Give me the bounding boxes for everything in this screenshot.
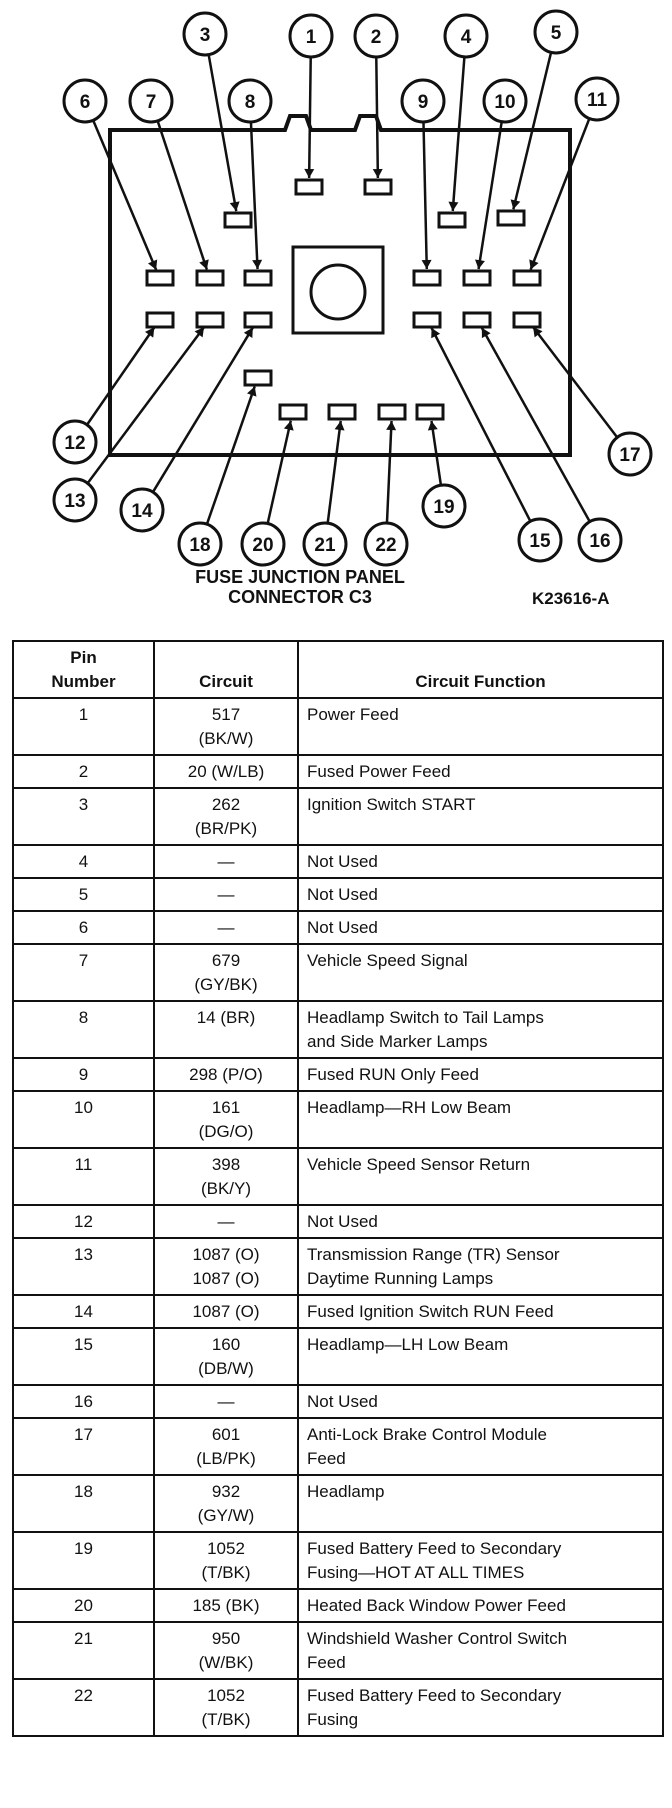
pin-number-cell: 12 xyxy=(13,1205,154,1238)
callout-label-22: 22 xyxy=(375,535,397,556)
callout-label-16: 16 xyxy=(589,531,611,552)
table-row xyxy=(13,1622,663,1679)
callout-label-18: 18 xyxy=(189,535,211,556)
pin-table xyxy=(12,640,664,1737)
function-line: Feed xyxy=(307,1653,346,1672)
circuit-function-cell xyxy=(298,944,663,1001)
circuit-line: 1087 (O) xyxy=(192,1302,260,1321)
function-line: Not Used xyxy=(307,1392,378,1411)
pin-number-cell: 2 xyxy=(13,755,154,788)
circuit-line: 161 xyxy=(211,1098,241,1117)
callout-label-10: 10 xyxy=(494,92,516,113)
table-row xyxy=(13,1238,663,1295)
pin-cavity-18 xyxy=(245,371,271,385)
pin-cavity-10 xyxy=(464,271,490,285)
leader-arrow-20 xyxy=(284,421,294,431)
pin-table-header xyxy=(13,641,663,698)
header-circuit-function: Circuit Function xyxy=(298,641,663,698)
leader-line-13 xyxy=(88,327,204,483)
circuit-line: 20 (W/LB) xyxy=(187,762,265,781)
pin-number-cell: 7 xyxy=(13,944,154,1001)
title-line-1: FUSE JUNCTION PANEL xyxy=(195,567,405,587)
figure-id: K23616-A xyxy=(532,589,610,608)
header-circuit: Circuit xyxy=(154,641,298,698)
circuit-line: 185 (BK) xyxy=(192,1596,260,1615)
pin-number-cell: 4 xyxy=(13,845,154,878)
pin-cavity-15 xyxy=(414,313,440,327)
circuit-function-cell xyxy=(298,1058,663,1091)
pin-cavity-11 xyxy=(514,271,540,285)
circuit-line: 1087 (O) xyxy=(192,1245,260,1264)
function-line: Headlamp Switch to Tail Lamps xyxy=(307,1008,544,1027)
circuit-line: 1052 xyxy=(207,1686,245,1705)
table-row xyxy=(13,1385,663,1418)
function-line: Headlamp—RH Low Beam xyxy=(307,1098,512,1117)
pin-number-cell: 13 xyxy=(13,1238,154,1295)
function-line: Not Used xyxy=(307,885,378,904)
leader-line-6 xyxy=(93,120,156,269)
circuit-cell xyxy=(154,845,298,878)
circuit-function-cell xyxy=(298,1622,663,1679)
circuit-line: (DG/O) xyxy=(198,1122,254,1141)
leader-arrow-22 xyxy=(386,421,396,430)
pin-cavity-6 xyxy=(147,271,173,285)
leader-arrow-5 xyxy=(511,199,521,209)
table-row xyxy=(13,1295,663,1328)
circuit-line: (DB/W) xyxy=(198,1359,254,1378)
header-pin-line: Number xyxy=(51,672,116,691)
circuit-line: (LB/PK) xyxy=(196,1449,256,1468)
leader-line-3 xyxy=(209,55,237,211)
center-post-hole xyxy=(311,265,365,319)
pin-cavity-3 xyxy=(225,213,251,227)
circuit-cell xyxy=(154,1238,298,1295)
circuit-cell xyxy=(154,1418,298,1475)
circuit-line: 950 xyxy=(211,1629,241,1648)
circuit-line: 298 (P/O) xyxy=(189,1065,263,1084)
pin-cavity-8 xyxy=(245,271,271,285)
pin-cavity-2 xyxy=(365,180,391,194)
table-row xyxy=(13,755,663,788)
circuit-cell xyxy=(154,1622,298,1679)
pin-cavity-21 xyxy=(329,405,355,419)
function-line: Not Used xyxy=(307,1212,378,1231)
table-row xyxy=(13,1091,663,1148)
pin-number-cell: 18 xyxy=(13,1475,154,1532)
function-line: Transmission Range (TR) Sensor xyxy=(307,1245,560,1264)
callout-label-17: 17 xyxy=(619,445,641,466)
function-line: and Side Marker Lamps xyxy=(307,1032,488,1051)
pin-cavity-22 xyxy=(379,405,405,419)
circuit-line: (GY/BK) xyxy=(194,975,258,994)
header-pin-number xyxy=(13,641,154,698)
circuit-line: (T/BK) xyxy=(201,1710,251,1729)
pin-number-cell: 17 xyxy=(13,1418,154,1475)
circuit-function-cell xyxy=(298,1532,663,1589)
table-row xyxy=(13,878,663,911)
circuit-function-cell xyxy=(298,1205,663,1238)
circuit-line: (BR/PK) xyxy=(194,819,258,838)
table-row xyxy=(13,1001,663,1058)
pin-cavity-13 xyxy=(197,313,223,327)
circuit-line: (BK/Y) xyxy=(200,1179,252,1198)
function-line: Headlamp—LH Low Beam xyxy=(307,1335,509,1354)
leader-arrow-3 xyxy=(230,201,240,211)
table-row xyxy=(13,1532,663,1589)
pin-cavities xyxy=(147,180,540,419)
circuit-cell xyxy=(154,1589,298,1622)
circuit-cell xyxy=(154,1532,298,1589)
circuit-line: 1052 xyxy=(207,1539,245,1558)
circuit-line: — xyxy=(217,885,235,904)
table-row xyxy=(13,1148,663,1205)
circuit-cell xyxy=(154,1475,298,1532)
pin-cavity-19 xyxy=(417,405,443,419)
leader-line-10 xyxy=(479,122,502,269)
function-line: Vehicle Speed Sensor Return xyxy=(307,1155,531,1174)
pin-cavity-9 xyxy=(414,271,440,285)
circuit-cell xyxy=(154,944,298,1001)
leader-line-12 xyxy=(87,327,154,424)
circuit-line: — xyxy=(217,1212,235,1231)
function-line: Headlamp xyxy=(307,1482,385,1501)
callout-label-14: 14 xyxy=(131,501,153,522)
table-row xyxy=(13,944,663,1001)
function-line: Heated Back Window Power Feed xyxy=(307,1596,566,1615)
circuit-line: 398 xyxy=(211,1155,241,1174)
callout-label-7: 7 xyxy=(145,92,157,113)
circuit-cell xyxy=(154,788,298,845)
pin-number-cell: 14 xyxy=(13,1295,154,1328)
header-pin-line: Pin xyxy=(70,648,97,667)
pin-number-cell: 16 xyxy=(13,1385,154,1418)
circuit-function-cell xyxy=(298,1091,663,1148)
circuit-line: (GY/W) xyxy=(197,1506,255,1525)
circuit-function-cell xyxy=(298,1589,663,1622)
leader-line-16 xyxy=(482,328,590,522)
circuit-cell xyxy=(154,1148,298,1205)
circuit-line: 262 xyxy=(211,795,241,814)
pin-cavity-17 xyxy=(514,313,540,327)
circuit-function-cell xyxy=(298,1001,663,1058)
table-row xyxy=(13,698,663,755)
callout-label-6: 6 xyxy=(79,92,91,113)
table-row xyxy=(13,788,663,845)
function-line: Power Feed xyxy=(307,705,399,724)
table-row xyxy=(13,911,663,944)
circuit-line: 679 xyxy=(211,951,241,970)
pin-number-cell: 20 xyxy=(13,1589,154,1622)
circuit-function-cell xyxy=(298,878,663,911)
circuit-cell xyxy=(154,911,298,944)
callout-label-15: 15 xyxy=(529,531,551,552)
function-line: Not Used xyxy=(307,918,378,937)
circuit-line: (W/BK) xyxy=(198,1653,254,1672)
circuit-function-cell xyxy=(298,911,663,944)
callout-label-9: 9 xyxy=(417,92,429,113)
circuit-cell xyxy=(154,1295,298,1328)
pin-number-cell: 19 xyxy=(13,1532,154,1589)
callout-label-3: 3 xyxy=(199,25,211,46)
function-line: Anti-Lock Brake Control Module xyxy=(307,1425,548,1444)
leader-line-14 xyxy=(153,328,253,492)
callout-label-19: 19 xyxy=(433,497,455,518)
leader-arrow-2 xyxy=(373,169,383,178)
circuit-cell xyxy=(154,1385,298,1418)
function-line: Not Used xyxy=(307,852,378,871)
circuit-function-cell xyxy=(298,1238,663,1295)
title-line-2: CONNECTOR C3 xyxy=(228,587,372,607)
circuit-function-cell xyxy=(298,1385,663,1418)
leader-line-21 xyxy=(328,421,341,523)
table-row xyxy=(13,1328,663,1385)
circuit-line: 601 xyxy=(211,1425,241,1444)
callout-label-5: 5 xyxy=(550,23,562,44)
table-row xyxy=(13,1058,663,1091)
circuit-line: 160 xyxy=(211,1335,241,1354)
pin-number-cell: 21 xyxy=(13,1622,154,1679)
pin-cavity-1 xyxy=(296,180,322,194)
circuit-function-cell xyxy=(298,1679,663,1736)
circuit-line: (T/BK) xyxy=(201,1563,251,1582)
function-line: Ignition Switch START xyxy=(307,795,476,814)
circuit-line: 1087 (O) xyxy=(192,1269,260,1288)
circuit-cell xyxy=(154,1205,298,1238)
leader-line-1 xyxy=(309,57,311,178)
callout-label-4: 4 xyxy=(460,27,472,48)
circuit-function-cell xyxy=(298,788,663,845)
circuit-line: 517 xyxy=(211,705,241,724)
circuit-line: — xyxy=(217,918,235,937)
callout-label-20: 20 xyxy=(252,535,274,556)
leader-line-20 xyxy=(268,421,291,524)
leader-arrow-8 xyxy=(252,260,262,269)
leader-arrow-9 xyxy=(422,260,432,269)
table-row xyxy=(13,1475,663,1532)
circuit-cell xyxy=(154,878,298,911)
pin-number-cell: 9 xyxy=(13,1058,154,1091)
circuit-cell xyxy=(154,755,298,788)
circuit-function-cell xyxy=(298,698,663,755)
leader-line-8 xyxy=(251,122,258,269)
function-line: Fusing—HOT AT ALL TIMES xyxy=(307,1563,525,1582)
table-row xyxy=(13,1589,663,1622)
callout-label-2: 2 xyxy=(370,27,382,48)
leader-line-9 xyxy=(423,122,426,269)
pin-cavity-14 xyxy=(245,313,271,327)
circuit-line: — xyxy=(217,852,235,871)
circuit-cell xyxy=(154,1001,298,1058)
circuit-function-cell xyxy=(298,755,663,788)
leader-line-7 xyxy=(158,121,207,270)
pin-number-cell: 6 xyxy=(13,911,154,944)
callout-label-21: 21 xyxy=(314,535,336,556)
function-line: Fused RUN Only Feed xyxy=(307,1065,479,1084)
pin-cavity-16 xyxy=(464,313,490,327)
pin-number-cell: 10 xyxy=(13,1091,154,1148)
circuit-cell xyxy=(154,1328,298,1385)
diagram-title xyxy=(150,567,450,607)
pin-number-cell: 5 xyxy=(13,878,154,911)
leader-line-17 xyxy=(533,327,617,437)
pin-number-cell: 3 xyxy=(13,788,154,845)
circuit-function-cell xyxy=(298,1295,663,1328)
callout-label-8: 8 xyxy=(244,92,256,113)
circuit-function-cell xyxy=(298,845,663,878)
callout-label-11: 11 xyxy=(586,90,608,111)
circuit-function-cell xyxy=(298,1148,663,1205)
leader-arrow-1 xyxy=(304,169,314,178)
table-row xyxy=(13,845,663,878)
function-line: Fused Power Feed xyxy=(307,762,451,781)
callout-label-1: 1 xyxy=(305,27,317,48)
pin-number-cell: 22 xyxy=(13,1679,154,1736)
pin-cavity-5 xyxy=(498,211,524,225)
function-line: Windshield Washer Control Switch xyxy=(307,1629,568,1648)
circuit-line: 14 (BR) xyxy=(196,1008,256,1027)
function-line: Fused Ignition Switch RUN Feed xyxy=(307,1302,554,1321)
pin-cavity-12 xyxy=(147,313,173,327)
pin-number-cell: 8 xyxy=(13,1001,154,1058)
circuit-function-cell xyxy=(298,1418,663,1475)
function-line: Fused Battery Feed to Secondary xyxy=(307,1539,562,1558)
pin-number-cell: 11 xyxy=(13,1148,154,1205)
function-line: Daytime Running Lamps xyxy=(307,1269,494,1288)
pin-callouts xyxy=(54,11,651,565)
pin-number-cell: 15 xyxy=(13,1328,154,1385)
pin-number-cell: 1 xyxy=(13,698,154,755)
leader-line-22 xyxy=(387,421,392,523)
callout-label-13: 13 xyxy=(64,491,86,512)
circuit-cell xyxy=(154,1679,298,1736)
pin-cavity-7 xyxy=(197,271,223,285)
circuit-line: (BK/W) xyxy=(198,729,254,748)
callout-label-12: 12 xyxy=(64,433,86,454)
function-line: Fusing xyxy=(307,1710,359,1729)
pin-cavity-4 xyxy=(439,213,465,227)
leader-line-4 xyxy=(453,57,465,211)
table-row xyxy=(13,1679,663,1736)
leader-arrow-4 xyxy=(448,202,458,211)
function-line: Fused Battery Feed to Secondary xyxy=(307,1686,562,1705)
leader-line-11 xyxy=(531,119,590,270)
function-line: Feed xyxy=(307,1449,346,1468)
circuit-function-cell xyxy=(298,1328,663,1385)
leader-line-2 xyxy=(376,57,378,178)
circuit-cell xyxy=(154,1058,298,1091)
circuit-cell xyxy=(154,698,298,755)
function-line: Vehicle Speed Signal xyxy=(307,951,468,970)
connector-diagram xyxy=(0,0,672,580)
pin-cavity-20 xyxy=(280,405,306,419)
circuit-line: — xyxy=(217,1392,235,1411)
circuit-function-cell xyxy=(298,1475,663,1532)
circuit-cell xyxy=(154,1091,298,1148)
table-row xyxy=(13,1205,663,1238)
circuit-line: 932 xyxy=(211,1482,241,1501)
table-row xyxy=(13,1418,663,1475)
